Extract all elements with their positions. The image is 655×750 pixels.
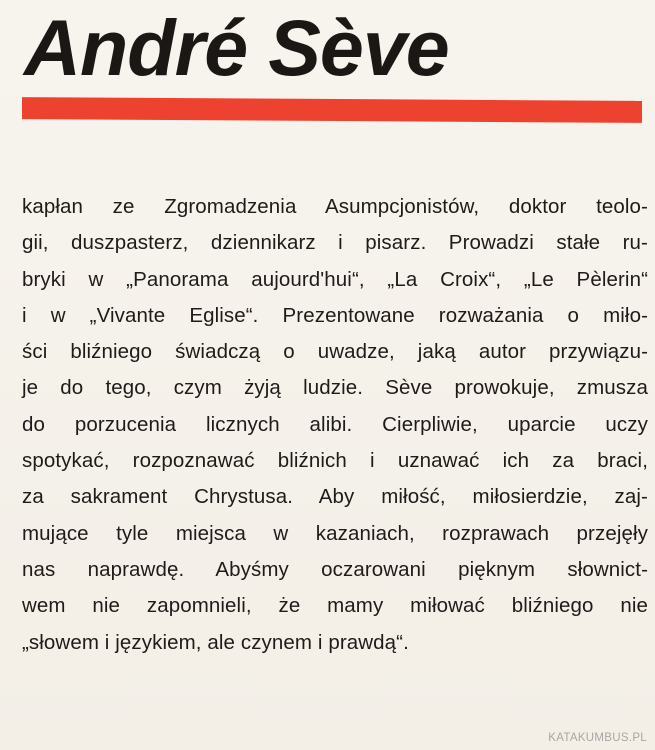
bio-line: za sakrament Chrystusa. Aby miłość, miłosierdzie, zaj- xyxy=(22,485,648,509)
bio-line: mujące tyle miejsca w kazaniach, rozprawach przejęły xyxy=(22,521,648,545)
bio-line: kapłan ze Zgromadzenia Asumpcjonistów, doktor teolo- xyxy=(22,195,648,218)
bio-line: spotykać, rozpoznawać bliźnich i uznawać ich za braci, xyxy=(22,449,648,473)
bio-line: je do tego, czym żyją ludzie. Sève prowokuje, zmusza xyxy=(22,376,648,400)
bio-line: bryki w „Panorama aujourd'hui“, „La Croix“, „Le Pèlerin“ xyxy=(22,267,648,291)
bio-line: i w „Vivante Eglise“. Prezentowane rozważania o miło- xyxy=(22,303,648,327)
bio-line: ści bliźniego świadczą o uwadze, jaką autor przywiązu- xyxy=(22,340,648,364)
bio-line: do porzucenia licznych alibi. Cierpliwie, uparcie uczy xyxy=(22,412,648,436)
author-biography xyxy=(22,189,648,661)
bio-line: gii, duszpasterz, dziennikarz i pisarz. Prowadzi stałe ru- xyxy=(22,231,648,255)
author-name-heading: André Sève xyxy=(24,3,449,92)
watermark: KATAKUMBUS.PL xyxy=(548,732,647,744)
red-accent-rule xyxy=(22,97,642,123)
bio-line: nas naprawdę. Abyśmy oczarowani pięknym słownict- xyxy=(22,557,648,581)
bio-line: „słowem i językiem, ale czynem i prawdą“. xyxy=(22,630,409,654)
bio-line: wem nie zapomnieli, że mamy miłować bliźniego nie xyxy=(22,594,648,618)
